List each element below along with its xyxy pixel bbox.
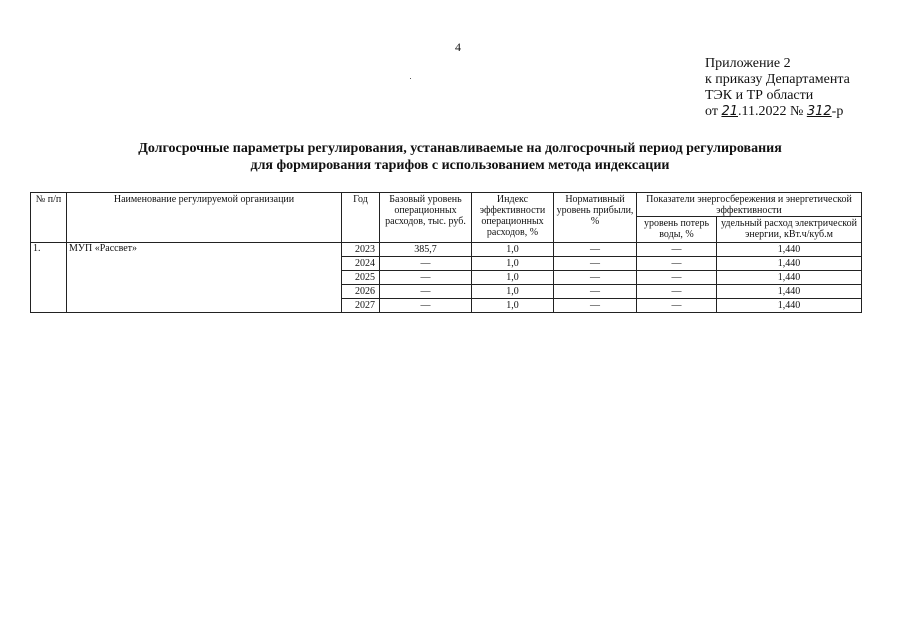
table-row bbox=[31, 243, 862, 257]
cell-loss: — bbox=[637, 257, 717, 271]
handwritten-day: 21 bbox=[721, 104, 738, 119]
cell-year: 2026 bbox=[342, 285, 380, 299]
header-consumption: удельный расход электрической энергии, кВт.ч/куб.м bbox=[717, 217, 862, 243]
appendix-line-3: ТЭК и ТР области bbox=[705, 88, 814, 103]
cell-year: 2025 bbox=[342, 271, 380, 285]
date-rest: .11.2022 № bbox=[737, 104, 804, 119]
cell-loss: — bbox=[637, 271, 717, 285]
title-line-2: для формирования тарифов с использованием метода индексации bbox=[250, 158, 670, 173]
cell-consumption: 1,440 bbox=[717, 271, 862, 285]
cell-index: 1,0 bbox=[472, 243, 554, 257]
appendix-line-2: к приказу Департамента bbox=[705, 72, 850, 87]
date-prefix: от bbox=[705, 104, 718, 119]
cell-profit: — bbox=[554, 299, 637, 313]
cell-index: 1,0 bbox=[472, 257, 554, 271]
cell-consumption: 1,440 bbox=[717, 285, 862, 299]
cell-base: 385,7 bbox=[380, 243, 472, 257]
cell-base: — bbox=[380, 271, 472, 285]
title-line-1: Долгосрочные параметры регулирования, устанавливаемые на долгосрочный период регулирования bbox=[138, 141, 782, 156]
header-num: № п/п bbox=[31, 193, 67, 243]
org-name: МУП «Рассвет» bbox=[67, 243, 342, 313]
appendix-line-1: Приложение 2 bbox=[705, 56, 791, 71]
cell-consumption: 1,440 bbox=[717, 257, 862, 271]
header-energy-group: Показатели энергосбережения и энергетической эффективности bbox=[637, 193, 862, 217]
cell-base: — bbox=[380, 285, 472, 299]
header-base: Базовый уровень операционных расходов, тыс. руб. bbox=[380, 193, 472, 243]
cell-profit: — bbox=[554, 243, 637, 257]
header-year: Год bbox=[342, 193, 380, 243]
cell-base: — bbox=[380, 299, 472, 313]
appendix-date-line bbox=[705, 104, 850, 120]
table-header-row bbox=[31, 193, 862, 217]
header-org: Наименование регулируемой организации bbox=[67, 193, 342, 243]
parameters-table bbox=[30, 192, 862, 313]
cell-consumption: 1,440 bbox=[717, 243, 862, 257]
document-title bbox=[60, 140, 860, 174]
cell-index: 1,0 bbox=[472, 285, 554, 299]
order-suffix: -р bbox=[831, 104, 844, 119]
cell-loss: — bbox=[637, 243, 717, 257]
cell-profit: — bbox=[554, 271, 637, 285]
handwritten-order-number: 312 bbox=[806, 104, 832, 119]
cell-loss: — bbox=[637, 299, 717, 313]
scan-dot bbox=[410, 78, 411, 79]
header-index: Индекс эффективности операционных расходов, % bbox=[472, 193, 554, 243]
cell-index: 1,0 bbox=[472, 299, 554, 313]
header-profit: Нормативный уровень прибыли, % bbox=[554, 193, 637, 243]
cell-year: 2024 bbox=[342, 257, 380, 271]
cell-consumption: 1,440 bbox=[717, 299, 862, 313]
header-loss: уровень потерь воды, % bbox=[637, 217, 717, 243]
cell-profit: — bbox=[554, 257, 637, 271]
cell-year: 2027 bbox=[342, 299, 380, 313]
page-number: 4 bbox=[455, 40, 461, 54]
cell-profit: — bbox=[554, 285, 637, 299]
cell-year: 2023 bbox=[342, 243, 380, 257]
cell-index: 1,0 bbox=[472, 271, 554, 285]
cell-base: — bbox=[380, 257, 472, 271]
cell-loss: — bbox=[637, 285, 717, 299]
org-number: 1. bbox=[31, 243, 67, 313]
appendix-block bbox=[705, 56, 850, 120]
